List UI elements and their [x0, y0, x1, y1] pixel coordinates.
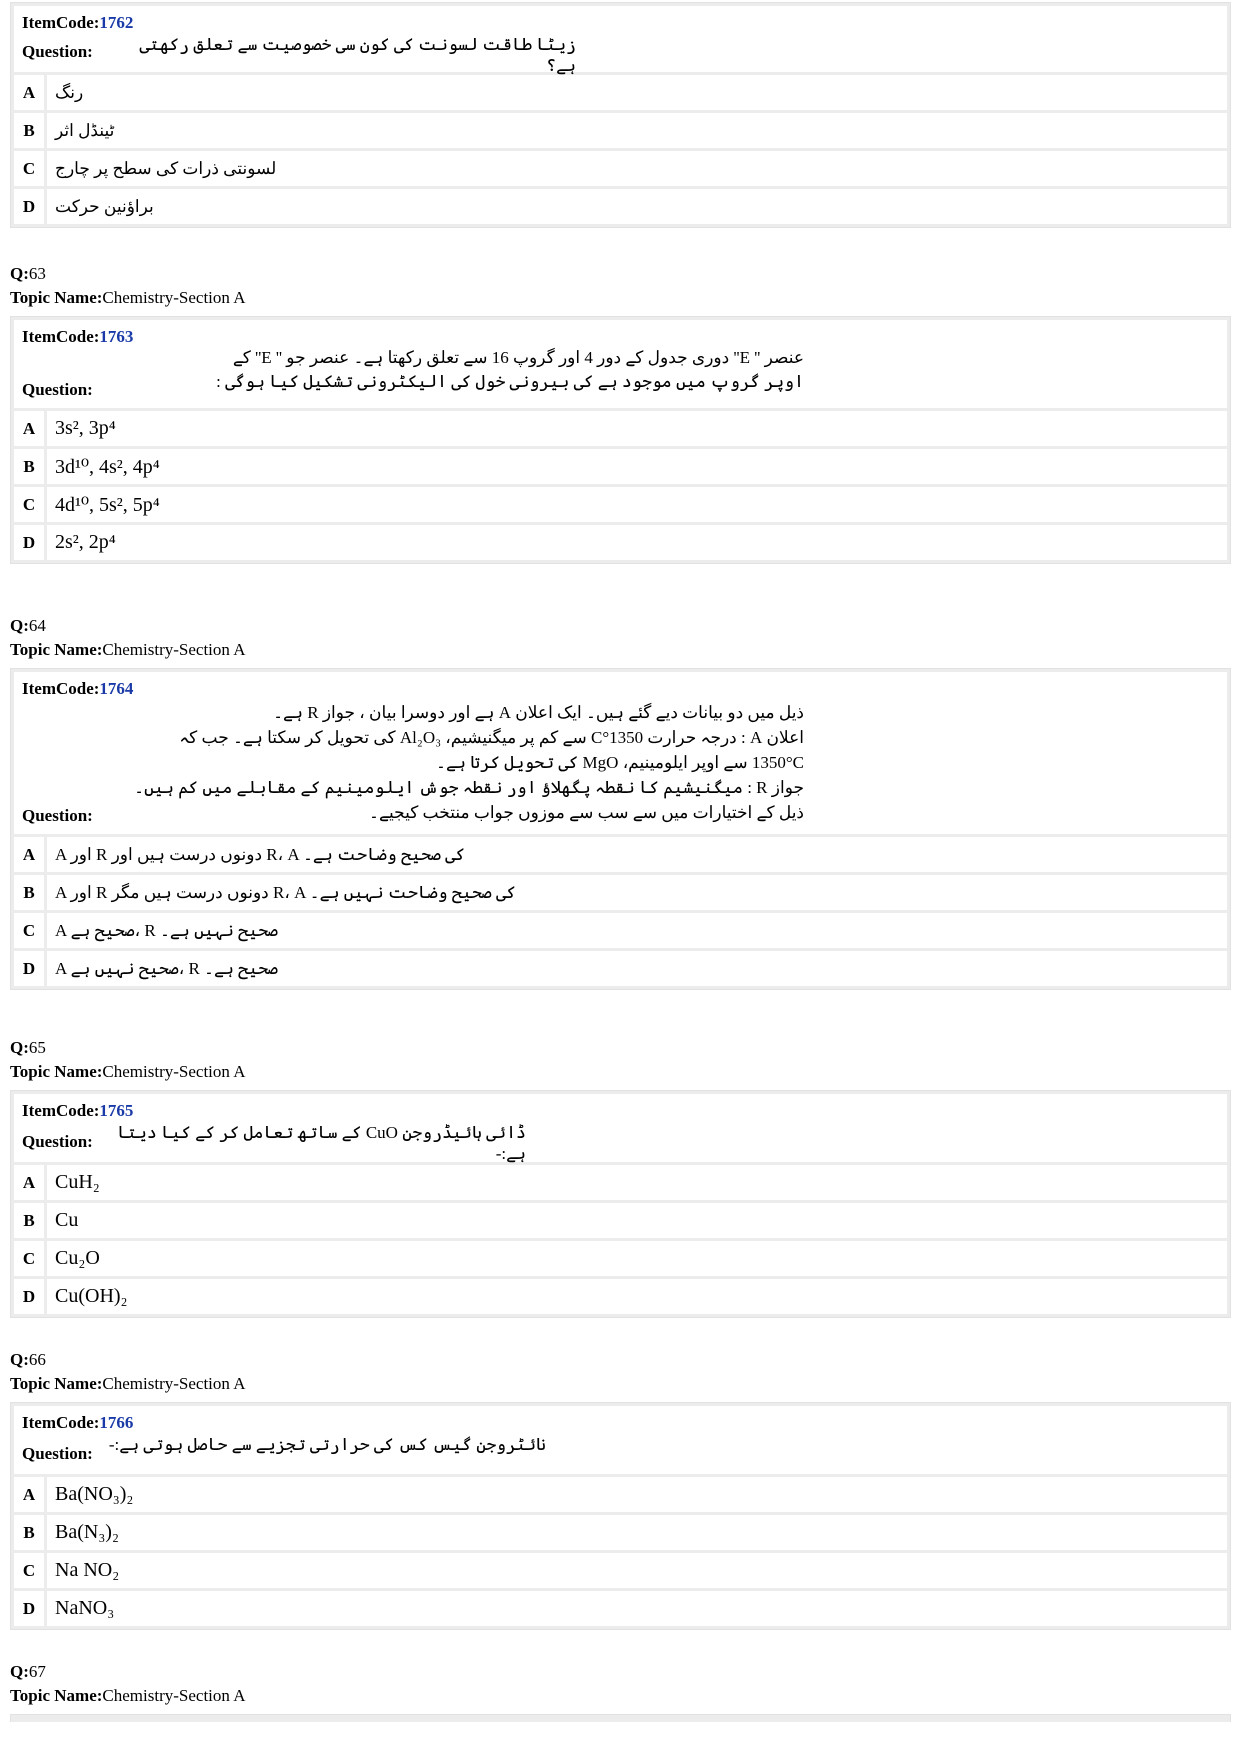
option-c[interactable] — [14, 1241, 1227, 1276]
option-text: ٹینڈل اثر — [55, 120, 115, 140]
item-code-line — [22, 1100, 1227, 1122]
option-letter: A — [14, 1165, 47, 1200]
option-b[interactable] — [14, 449, 1227, 484]
option-text: NaNO₃ — [55, 1597, 115, 1619]
item-code: 1765 — [99, 1101, 134, 1120]
question-card-partial — [10, 1714, 1231, 1722]
option-d[interactable] — [14, 525, 1227, 560]
item-code: 1766 — [99, 1413, 134, 1432]
option-text: A اور R دونوں درست ہیں مگر R، A کی صحیح وضاحت نہیں ہے۔ — [55, 883, 516, 902]
option-letter: A — [14, 1477, 47, 1512]
option-text: Na NO₂ — [55, 1559, 120, 1581]
question-label: Question: — [22, 380, 93, 399]
option-a[interactable] — [14, 75, 1227, 110]
option-letter: B — [14, 113, 47, 148]
option-letter: D — [14, 189, 47, 224]
option-letter: C — [14, 913, 47, 948]
item-code: 1762 — [99, 13, 134, 32]
option-a[interactable] — [14, 837, 1227, 872]
item-code-line — [22, 326, 1227, 348]
question-header — [14, 1094, 1227, 1162]
option-text: 4d¹⁰, 5s², 5p⁴ — [55, 494, 160, 516]
option-text: براؤنین حرکت — [55, 196, 154, 216]
option-letter: A — [14, 411, 47, 446]
option-text: Cu(OH)₂ — [55, 1285, 128, 1307]
q-number: 66 — [28, 1350, 46, 1369]
question-label: Question: — [22, 42, 93, 61]
q-number: 65 — [28, 1038, 46, 1057]
question-header — [14, 320, 1227, 408]
option-text: CuH₂ — [55, 1171, 100, 1193]
option-text: لسونتی ذرات کی سطح پر چارج — [55, 158, 277, 178]
option-letter: C — [14, 151, 47, 186]
option-a[interactable] — [14, 1477, 1227, 1512]
topic-label: Topic Name: — [10, 1374, 103, 1393]
question-meta — [10, 1036, 245, 1084]
question-card — [10, 668, 1231, 990]
question-line: 1350°C سے اوپر ایلومینیم، MgO کی تحویل کرتا ہے۔ — [436, 753, 804, 772]
option-d[interactable] — [14, 1591, 1227, 1626]
question-text: ڈائی ہائیڈروجن CuO کے ساتھ تعامل کر کے کیا دیتا ہے:- — [116, 1123, 526, 1163]
question-header — [14, 6, 1227, 75]
option-b[interactable] — [14, 113, 1227, 148]
topic-name: Chemistry-Section A — [102, 1686, 246, 1705]
option-b[interactable] — [14, 1515, 1227, 1550]
question-meta — [10, 1348, 245, 1396]
option-a[interactable] — [14, 411, 1227, 446]
option-d[interactable] — [14, 951, 1227, 986]
option-letter: B — [14, 875, 47, 910]
option-c[interactable] — [14, 487, 1227, 522]
option-letter: D — [14, 525, 47, 560]
option-letter: D — [14, 951, 47, 986]
item-code: 1764 — [99, 679, 134, 698]
option-letter: D — [14, 1591, 47, 1626]
question-line: ذیل کے اختیارات میں سے سب سے موزوں جواب منتخب کیجیے۔ — [369, 803, 804, 822]
option-d[interactable] — [14, 189, 1227, 224]
option-letter: A — [14, 75, 47, 110]
question-text: نائٹروجن گیس کس کی حرارتی تجزیے سے حاصل ہوتی ہے:- — [108, 1435, 546, 1454]
option-letter: B — [14, 1515, 47, 1550]
question-text: زیٹا طاقت لسونت کی کون سی خصوصیت سے تعلق رکھتی ہے؟ — [139, 35, 576, 75]
option-letter: D — [14, 1279, 47, 1314]
item-code-label: ItemCode: — [22, 1413, 100, 1432]
item-code-line — [22, 12, 1227, 34]
option-letter: C — [14, 1553, 47, 1588]
option-letter: B — [14, 1203, 47, 1238]
topic-label: Topic Name: — [10, 1686, 103, 1705]
question-meta — [10, 262, 245, 310]
question-card — [10, 316, 1231, 564]
item-code-line — [22, 678, 1227, 700]
question-meta — [10, 1660, 245, 1708]
topic-name: Chemistry-Section A — [102, 288, 246, 307]
option-letter: B — [14, 449, 47, 484]
question-line: اوپر گروپ میں موجود ہے کی بیرونی خول کی الیکٹرونی تشکیل کیا ہوگی : — [216, 372, 804, 391]
option-c[interactable] — [14, 913, 1227, 948]
option-d[interactable] — [14, 1279, 1227, 1314]
option-text: Cu₂O — [55, 1247, 100, 1269]
option-letter: C — [14, 1241, 47, 1276]
topic-label: Topic Name: — [10, 1062, 103, 1081]
question-line: اعلان A : درجہ حرارت 1350°C سے کم پر میگنیشیم، Al₂O₃ کی تحویل کر سکتا ہے۔ جب کہ — [179, 728, 804, 747]
q-label: Q: — [10, 1038, 29, 1057]
item-code-label: ItemCode: — [22, 1101, 100, 1120]
topic-name: Chemistry-Section A — [102, 1062, 246, 1081]
option-b[interactable] — [14, 1203, 1227, 1238]
item-code-label: ItemCode: — [22, 327, 100, 346]
q-label: Q: — [10, 1350, 29, 1369]
option-text: 2s², 2p⁴ — [55, 531, 116, 553]
item-code: 1763 — [99, 327, 134, 346]
item-code-label: ItemCode: — [22, 13, 100, 32]
option-text: 3d¹⁰, 4s², 4p⁴ — [55, 456, 160, 478]
item-code-line — [22, 1412, 1227, 1434]
option-letter: A — [14, 837, 47, 872]
q-label: Q: — [10, 616, 29, 635]
question-label: Question: — [22, 806, 93, 825]
q-label: Q: — [10, 264, 29, 283]
question-label: Question: — [22, 1132, 93, 1151]
option-text: A صحیح نہیں ہے، R صحیح ہے۔ — [55, 959, 279, 978]
q-number: 64 — [28, 616, 46, 635]
question-line: ذیل میں دو بیانات دیے گئے ہیں۔ ایک اعلان A ہے اور دوسرا بیان ، جواز R ہے۔ — [273, 703, 804, 722]
question-label: Question: — [22, 1444, 93, 1463]
question-header — [14, 1406, 1227, 1474]
q-label: Q: — [10, 1662, 29, 1681]
option-a[interactable] — [14, 1165, 1227, 1200]
question-text — [104, 700, 804, 825]
q-number: 67 — [28, 1662, 46, 1681]
option-c[interactable] — [14, 151, 1227, 186]
topic-label: Topic Name: — [10, 640, 103, 659]
option-text: Ba(N₃)₂ — [55, 1521, 119, 1543]
question-text — [104, 346, 804, 394]
topic-name: Chemistry-Section A — [102, 640, 246, 659]
question-card — [10, 2, 1231, 228]
option-text: A صحیح ہے، R صحیح نہیں ہے۔ — [55, 921, 279, 940]
question-card — [10, 1090, 1231, 1318]
question-card — [10, 1402, 1231, 1630]
q-number: 63 — [28, 264, 46, 283]
topic-label: Topic Name: — [10, 288, 103, 307]
question-meta — [10, 614, 245, 662]
option-text: Cu — [55, 1209, 79, 1231]
option-text: رنگ — [55, 82, 84, 102]
topic-name: Chemistry-Section A — [102, 1374, 246, 1393]
option-text: 3s², 3p⁴ — [55, 417, 116, 439]
question-line: جواز R : میگنیشیم کا نقطہ پگھلاؤ اور نقطہ جوش ایلومینیم کے مقابلے میں کم ہیں۔ — [134, 778, 804, 797]
question-line: عنصر '' E'' دوری جدول کے دور 4 اور گروپ 16 سے تعلق رکھتا ہے۔ عنصر جو '' E'' کے — [232, 348, 804, 367]
question-header — [14, 672, 1227, 834]
option-letter: C — [14, 487, 47, 522]
option-text: Ba(NO₃)₂ — [55, 1483, 134, 1505]
option-text: A اور R دونوں درست ہیں اور R، A کی صحیح وضاحت ہے۔ — [55, 845, 466, 864]
item-code-label: ItemCode: — [22, 679, 100, 698]
option-c[interactable] — [14, 1553, 1227, 1588]
option-b[interactable] — [14, 875, 1227, 910]
